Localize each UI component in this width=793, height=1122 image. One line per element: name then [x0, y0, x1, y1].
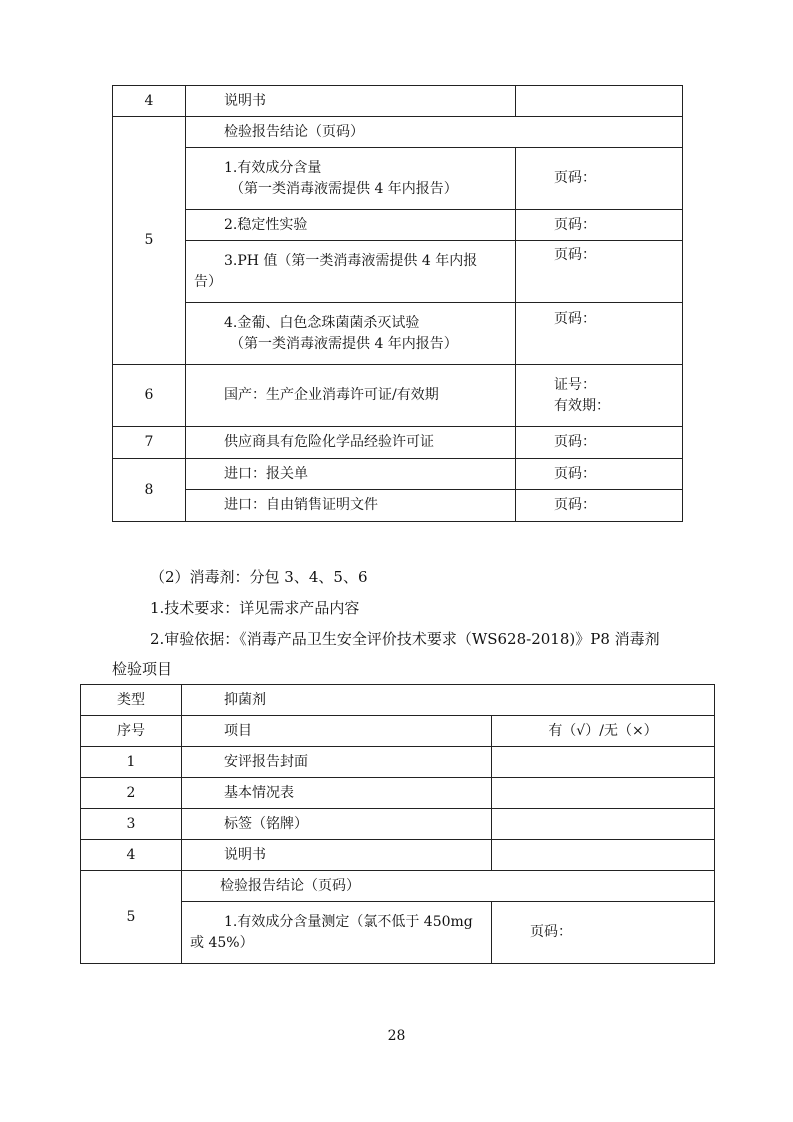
row-number: 5	[81, 871, 182, 964]
table-row	[113, 490, 683, 522]
table-row	[113, 148, 683, 210]
item-cell: 安评报告封面	[182, 747, 492, 778]
check-cell	[492, 809, 715, 840]
row-number: 7	[113, 427, 186, 459]
row-number: 4	[81, 840, 182, 871]
table-row	[81, 685, 715, 716]
table-row	[113, 241, 683, 303]
page-number: 28	[387, 1028, 406, 1044]
table-row	[113, 459, 683, 490]
item-label-cont: 告）	[194, 273, 222, 290]
table-row	[81, 778, 715, 809]
item-cell: 进口：自由销售证明文件	[186, 490, 516, 522]
item-label: 1.有效成分含量测定（氯不低于 450mg	[224, 913, 473, 930]
table-row	[113, 427, 683, 459]
technical-requirement: 1.技术要求：详见需求产品内容	[150, 599, 360, 617]
item-label: 4.金葡、白色念珠菌菌杀灭试验	[224, 314, 420, 331]
item-label: 3.PH 值（第一类消毒液需提供 4 年内报	[224, 252, 478, 269]
row-number: 3	[81, 809, 182, 840]
inspection-table-1	[112, 85, 683, 522]
inspection-table-2	[80, 684, 715, 964]
table-row	[81, 747, 715, 778]
table-row	[113, 303, 683, 365]
item-label-cont: 或 45%）	[190, 934, 254, 951]
row-number: 5	[113, 117, 186, 365]
page-field: 页码：	[516, 459, 683, 490]
table-header-row	[81, 716, 715, 747]
page-field: 页码：	[492, 902, 715, 964]
table-row	[113, 210, 683, 241]
inspection-items-label: 检验项目	[112, 660, 173, 678]
section-heading: 检验报告结论（页码）	[186, 117, 683, 148]
row-number: 2	[81, 778, 182, 809]
item-cell	[182, 902, 492, 964]
page-field: 页码：	[516, 490, 683, 522]
row-number: 4	[113, 86, 186, 117]
license-cell	[516, 365, 683, 427]
item-cell	[186, 303, 516, 365]
row-number: 1	[81, 747, 182, 778]
item-cell: 说明书	[186, 86, 516, 117]
table-row	[81, 840, 715, 871]
table-row	[113, 117, 683, 148]
column-header-check: 有（√）/无（×）	[492, 716, 715, 747]
item-cell	[186, 241, 516, 303]
value-cell	[516, 86, 683, 117]
item-cell: 2.稳定性实验	[186, 210, 516, 241]
table-row	[113, 365, 683, 427]
page-field: 页码：	[516, 241, 683, 303]
table-row	[81, 809, 715, 840]
type-label: 类型	[81, 685, 182, 716]
item-cell: 基本情况表	[182, 778, 492, 809]
page-field: 页码：	[516, 427, 683, 459]
table-row	[81, 871, 715, 902]
item-cell	[186, 148, 516, 210]
item-note: （第一类消毒液需提供 4 年内报告）	[230, 180, 458, 197]
column-header-item: 项目	[182, 716, 492, 747]
section-title: （2）消毒剂：分包 3、4、5、6	[150, 568, 368, 586]
type-value: 抑菌剂	[182, 685, 715, 716]
row-number: 6	[113, 365, 186, 427]
item-label: 1.有效成分含量	[224, 159, 322, 176]
item-cell: 标签（铭牌）	[182, 809, 492, 840]
check-cell	[492, 747, 715, 778]
check-cell	[492, 840, 715, 871]
row-number: 8	[113, 459, 186, 522]
page-field: 页码：	[516, 303, 683, 365]
section-heading: 检验报告结论（页码）	[182, 871, 715, 902]
table-row	[113, 86, 683, 117]
review-basis: 2.审验依据：《消毒产品卫生安全评价技术要求（WS628-2018)》P8 消毒剂	[150, 630, 660, 648]
item-cell: 说明书	[182, 840, 492, 871]
page-field: 页码：	[516, 148, 683, 210]
item-cell: 国产：生产企业消毒许可证/有效期	[186, 365, 516, 427]
license-number-label: 证号：	[554, 376, 596, 393]
page-field: 页码：	[516, 210, 683, 241]
check-cell	[492, 778, 715, 809]
item-cell: 供应商具有危险化学品经验许可证	[186, 427, 516, 459]
column-header-no: 序号	[81, 716, 182, 747]
item-note: （第一类消毒液需提供 4 年内报告）	[230, 335, 458, 352]
validity-label: 有效期：	[554, 397, 610, 414]
item-cell: 进口：报关单	[186, 459, 516, 490]
